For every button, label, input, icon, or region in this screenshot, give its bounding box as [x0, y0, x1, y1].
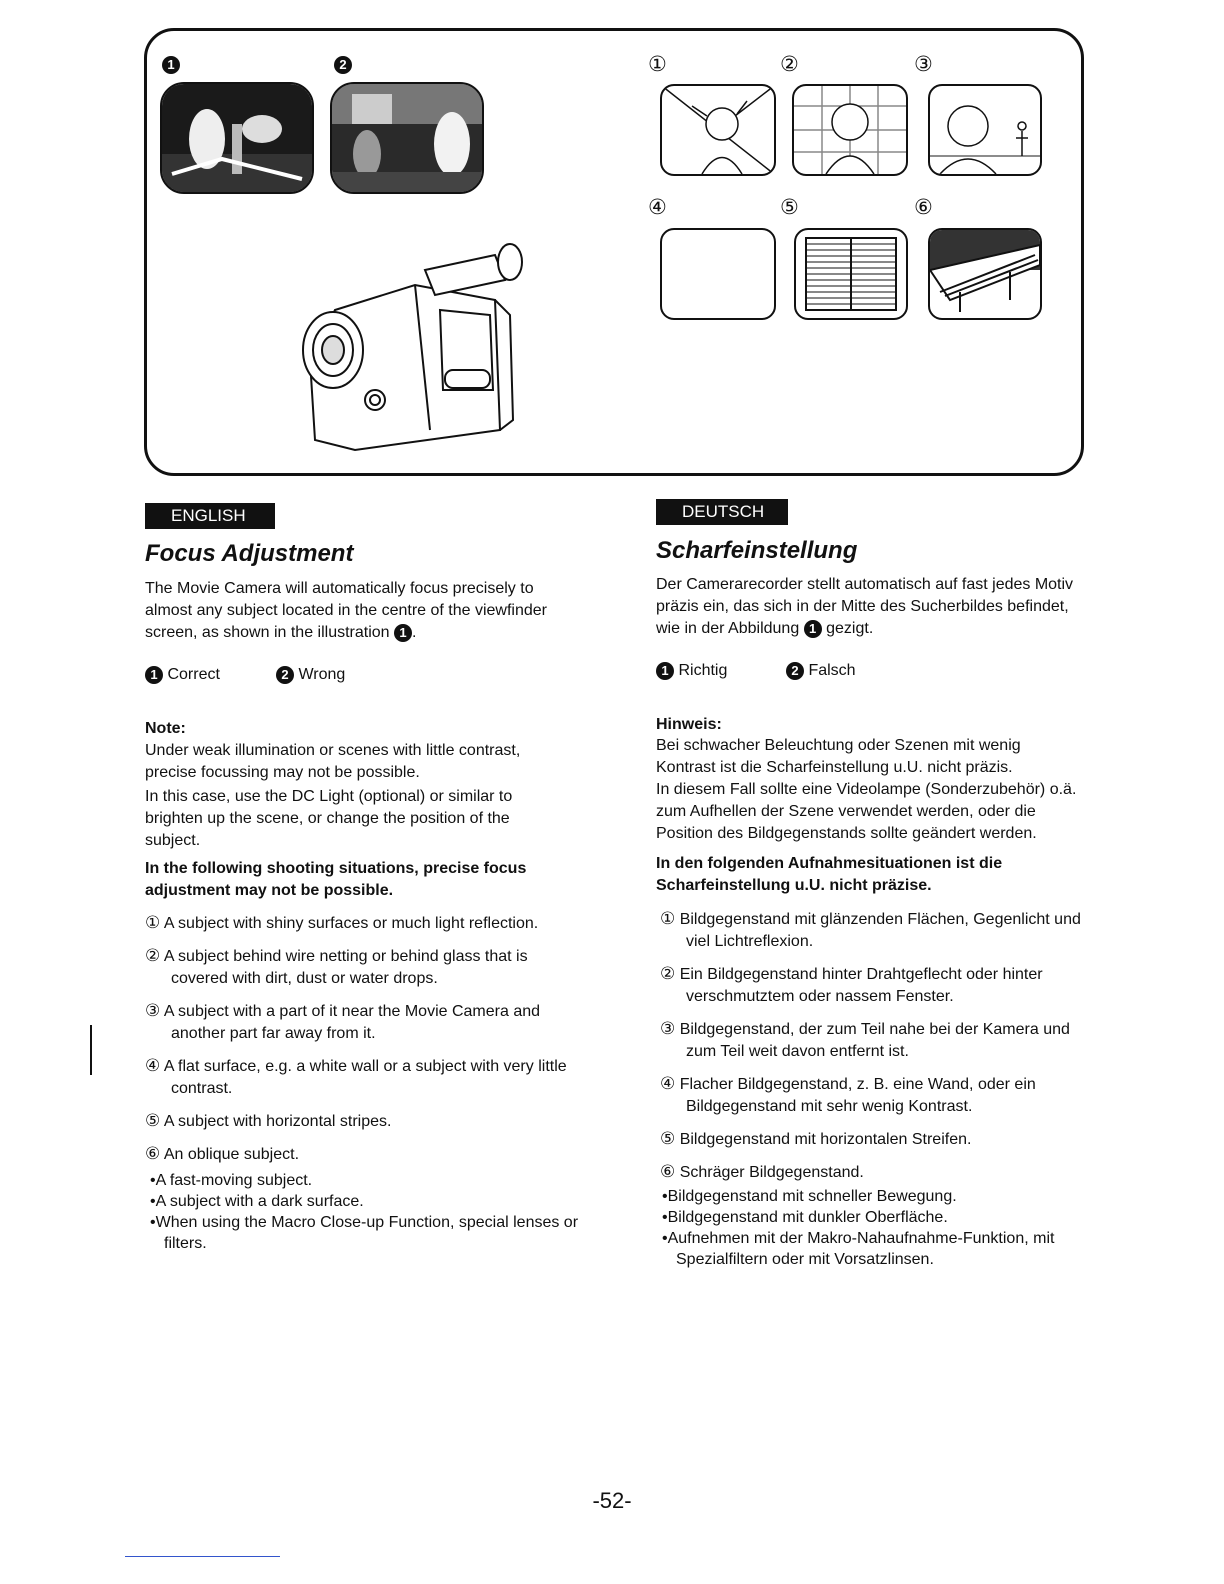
list-item: ⑤ A subject with horizontal stripes.: [145, 1111, 392, 1131]
deutsch-intro-text: Der Camerarecorder stellt automatisch auf fast jedes Motiv präzis ein, das sich in der Mitte des Sucherbildes befindet, wie in der Abbildung: [656, 576, 1074, 637]
legend-wrong-label: Wrong: [298, 666, 346, 683]
page-number: -52-: [592, 1488, 632, 1513]
list-item: ② A subject behind wire netting or behind glass that is covered with dirt, dust or water drops.: [145, 946, 528, 987]
english-title: Focus Adjustment: [145, 540, 354, 567]
list-item: ④ A flat surface, e.g. a white wall or a subject with very little contrast.: [145, 1056, 567, 1097]
legend-richtig-label: Richtig: [678, 662, 728, 679]
english-situations-heading: In the following shooting situations, precise focus adjustment may not be possible.: [145, 860, 527, 899]
legend-richtig-marker: 1: [656, 662, 674, 680]
english-bullets: [150, 1170, 590, 1254]
english-intro: The Movie Camera will automatically focus precisely to almost any subject located in the centre of the viewfinder screen, as shown in the illustration 1 .: [145, 580, 547, 641]
english-legend-wrong: [276, 664, 345, 686]
list-item: ⑥ Schräger Bildgegenstand.: [660, 1162, 864, 1182]
bullet-item: •A subject with a dark surface.: [150, 1193, 364, 1210]
thumb-shiny-subject: [660, 84, 776, 176]
legend-wrong-marker: 2: [276, 666, 294, 684]
deutsch-situations-list: [660, 908, 1100, 1194]
bullet-item: •Bildgegenstand mit schneller Bewegung.: [662, 1188, 957, 1205]
deutsch-intro: [656, 574, 1076, 640]
list-item: ⑤ Bildgegenstand mit horizontalen Streifen.: [660, 1129, 972, 1149]
deutsch-legend: [656, 660, 727, 682]
photo-wrong-focus: [330, 82, 484, 194]
thumb-behind-netting: [792, 84, 908, 176]
marker-wrong: 2: [334, 56, 352, 74]
list-item: ④ Flacher Bildgegenstand, z. B. eine Wand, oder ein Bildgegenstand mit sehr wenig Kontrast.: [660, 1074, 1036, 1115]
marker-4: ④: [648, 195, 667, 219]
marker-2: ②: [780, 52, 799, 76]
english-legend: [145, 664, 220, 686]
legend-falsch-marker: 2: [786, 662, 804, 680]
english-situations-list: [145, 912, 575, 1176]
camcorder-illustration: [295, 240, 545, 460]
marker-5: ⑤: [780, 195, 799, 219]
list-item: ① Bildgegenstand mit glänzenden Flächen, Gegenlicht und viel Lichtreflexion.: [660, 909, 1081, 950]
thumb-flat-surface: [660, 228, 776, 320]
bullet-item: •When using the Macro Close-up Function, special lenses or filters.: [150, 1214, 579, 1252]
english-intro-text: The Movie Camera will automatically focus precisely to almost any subject located in the centre of the viewfinder screen, as shown in the illustration: [145, 580, 547, 641]
english-note-p1: Under weak illumination or scenes with little contrast, precise focussing may not be possible.: [145, 742, 521, 781]
bullet-item: •A fast-moving subject.: [150, 1172, 313, 1189]
thumb-oblique-subject: [928, 228, 1042, 320]
list-item: ③ Bildgegenstand, der zum Teil nahe bei der Kamera und zum Teil weit davon entfernt ist.: [660, 1019, 1070, 1060]
list-item: ③ A subject with a part of it near the Movie Camera and another part far away from it.: [145, 1001, 541, 1042]
legend-correct-marker: 1: [145, 666, 163, 684]
margin-bar: [90, 1025, 92, 1075]
deutsch-note-heading: Hinweis:: [656, 716, 722, 733]
deutsch-bullets: [662, 1186, 1102, 1270]
bullet-item: •Aufnehmen mit der Makro-Nahaufnahme-Funktion, mit Spezialfiltern oder mit Vorsatzlinsen.: [662, 1230, 1055, 1268]
bottom-rule: [125, 1556, 280, 1557]
deutsch-intro-suffix: gezigt.: [826, 620, 874, 637]
marker-3: ③: [914, 52, 933, 76]
bullet-item: •Bildgegenstand mit dunkler Oberfläche.: [662, 1209, 948, 1226]
deutsch-legend-wrong: [786, 660, 856, 682]
thumb-horizontal-stripes: [794, 228, 908, 320]
list-item: ② Ein Bildgegenstand hinter Drahtgeflecht oder hinter verschmutztem oder nassem Fenster.: [660, 964, 1043, 1005]
marker-1: ①: [648, 52, 667, 76]
english-note-p2: In this case, use the DC Light (optional) or similar to brighten up the scene, or change the position of the subject.: [145, 788, 513, 849]
deutsch-note-p2: In diesem Fall sollte eine Videolampe (Sonderzubehör) o.ä. zum Aufhellen der Szene verwendet werden, oder die Position des Bildgegenstands sollte geändert werden.: [656, 781, 1077, 842]
list-item: ① A subject with shiny surfaces or much light reflection.: [145, 913, 539, 933]
thumb-near-and-far: [928, 84, 1042, 176]
english-intro-marker: 1: [394, 624, 412, 642]
deutsch-intro-marker: 1: [804, 620, 822, 638]
marker-6: ⑥: [914, 195, 933, 219]
lang-label-english: ENGLISH: [145, 503, 275, 529]
list-item: ⑥ An oblique subject.: [145, 1144, 300, 1164]
legend-falsch-label: Falsch: [808, 662, 856, 679]
legend-correct-label: Correct: [167, 666, 220, 683]
photo-correct-focus: [160, 82, 314, 194]
marker-correct: 1: [162, 56, 180, 74]
deutsch-note-p1: Bei schwacher Beleuchtung oder Szenen mit wenig Kontrast ist die Scharfeinstellung u.U. nicht präzis.: [656, 737, 1021, 776]
lang-label-deutsch: DEUTSCH: [656, 499, 788, 525]
deutsch-title: Scharfeinstellung: [656, 537, 858, 564]
deutsch-situations-heading: In den folgenden Aufnahmesituationen ist die Scharfeinstellung u.U. nicht präzise.: [656, 855, 1003, 894]
english-note-heading: Note:: [145, 720, 186, 737]
